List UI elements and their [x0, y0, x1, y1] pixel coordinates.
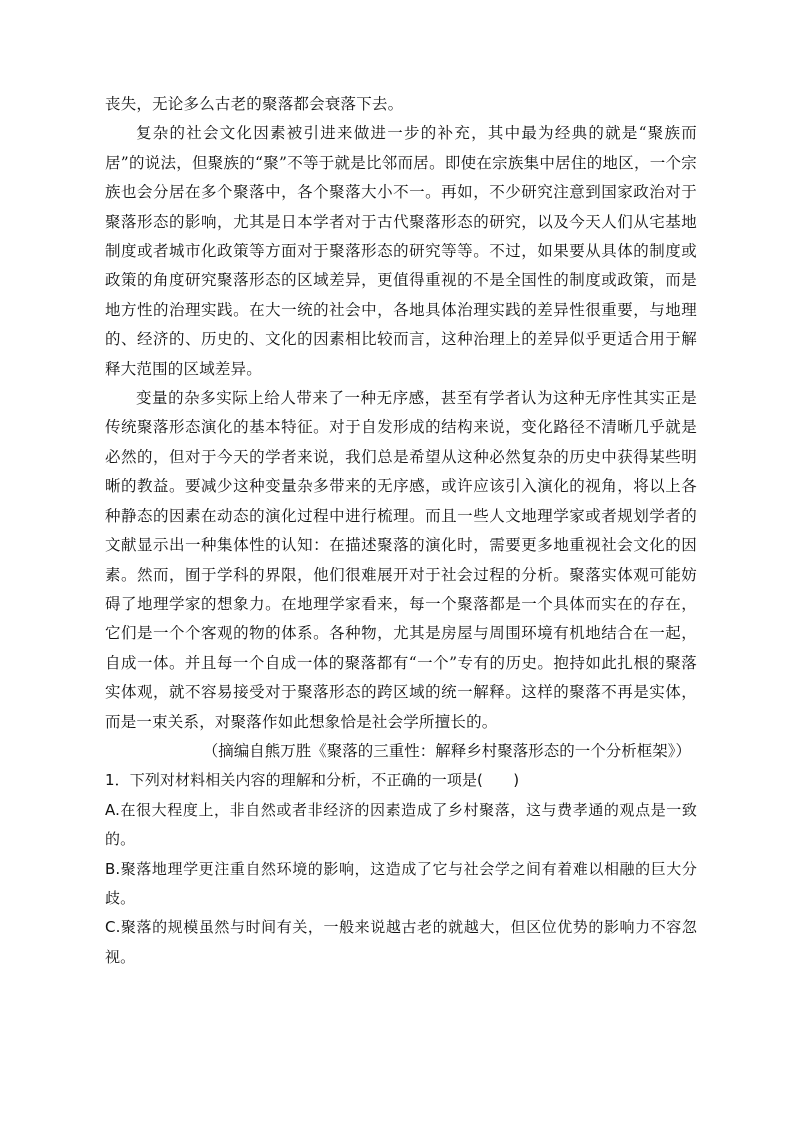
passage-paragraph-continued: 丧失，无论多么古老的聚落都会衰落下去。 [105, 95, 404, 113]
option-b: B.聚落地理学更注重自然环境的影响，这造成了它与社会学之间有着难以相融的巨大分歧。 [105, 859, 697, 907]
question-stem: 1．下列对材料相关内容的理解和分析，不正确的一项是( ) [105, 771, 520, 790]
document-content [105, 90, 697, 972]
option-c: C.聚落的规模虽然与时间有关，一般来说越古老的就越大，但区位优势的影响力不容忽视。 [105, 918, 697, 966]
option-a: A.在很大程度上，非自然或者非经济的因素造成了乡村聚落，这与费孝通的观点是一致的。 [105, 800, 697, 849]
passage-paragraph: 复杂的社会文化因素被引进来做进一步的补充，其中最为经典的就是“聚族而居”的说法，但聚族的“聚”不等于就是比邻而居。即使在宗族集中居住的地区，一个宗族也会分居在多个聚落中，各个聚落大小不一。再如，不少研究注意到国家政治对于聚落形态的影响，尤其是日本学者对于古代聚落形态的研究，以及今天人们从宅基地制度或者城市化政策等方面对于聚落形态的研究等等。不过，如果要从具体的制度或政策的角度研究聚落形态的区域差异，更值得重视的不是全国性的制度或政策，而是地方性的治理实践。在大一统的社会中，各地具体治理实践的差异性很重要，与地理的、经济的、历史的、文化的因素相比较而言，这种治理上的差异似乎更适合用于解释大范围的区域差异。 [105, 124, 697, 378]
source-citation: （摘编自熊万胜《聚落的三重性：解释乡村聚落形态的一个分析框架》） [202, 741, 691, 760]
passage-paragraph: 变量的杂多实际上给人带来了一种无序感，甚至有学者认为这种无序性其实正是传统聚落形态演化的基本特征。对于自发形成的结构来说，变化路径不清晰几乎就是必然的，但对于今天的学者来说，我们总是希望从这种必然复杂的历史中获得某些明晰的教益。要减少这种变量杂多带来的无序感，或许应该引入演化的视角，将以上各种静态的因素在动态的演化过程中进行梳理。而且一些人文地理学家或者规划学者的文献显示出一种集体性的认知：在描述聚落的演化时，需要更多地重视社会文化的因素。然而，囿于学科的界限，他们很难展开对于社会过程的分析。聚落实体观可能妨碍了地理学家的想象力。在地理学家看来，每一个聚落都是一个具体而实在的存在，它们是一个个客观的物的体系。各种物，尤其是房屋与周围环境有机地结合在一起，自成一体。并且每一个自成一体的聚落都有“一个”专有的历史。抱持如此扎根的聚落实体观，就不容易接受对于聚落形态的跨区域的统一解释。这样的聚落不再是实体，而是一束关系，对聚落作如此想象恰是社会学所擅长的。 [105, 389, 697, 731]
